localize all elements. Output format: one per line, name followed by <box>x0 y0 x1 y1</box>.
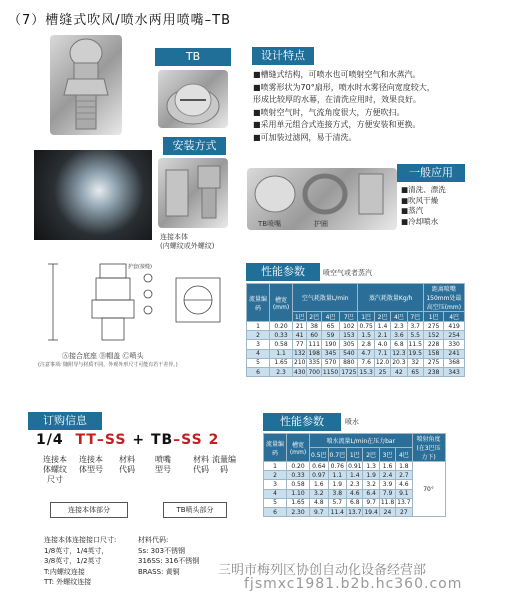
table-cell: 21 <box>293 322 307 331</box>
order-box-nozzle: TB喷头部分 <box>163 502 227 518</box>
img-label-tb: TB喷嘴 <box>258 220 282 228</box>
table-cell: 1.9 <box>328 480 347 489</box>
technical-drawing-svg <box>38 258 233 348</box>
table-cell: 238 <box>423 367 444 376</box>
pressure-cell: 4巴 <box>321 312 339 322</box>
thread-info <box>44 535 116 588</box>
table-cell: 345 <box>321 349 339 358</box>
table-cell: 2.1 <box>374 331 390 340</box>
pressure-cell: 2巴 <box>307 312 321 322</box>
design-point: ■可加装过滤网，易于清洗。 <box>253 132 357 142</box>
table-cell: 0.33 <box>287 471 310 480</box>
table-cell: 6.4 <box>363 489 379 498</box>
pressure-cell: 4巴 <box>391 312 407 322</box>
perf2-table <box>263 433 446 517</box>
perf1-body <box>247 322 465 377</box>
pressure-cell: 1巴 <box>423 312 444 322</box>
table-cell: 1.1 <box>270 349 293 358</box>
table-cell: 190 <box>321 340 339 349</box>
application-item: ■吹风干燥 <box>401 195 439 205</box>
table-cell: 275 <box>423 358 444 367</box>
table-cell: 7.6 <box>358 358 374 367</box>
table-cell: 15.3 <box>359 368 373 376</box>
material-title: 材料代码: <box>138 536 169 544</box>
table-cell: 12.3 <box>392 350 406 358</box>
spray-photo <box>34 150 152 240</box>
table-cell: 1.4 <box>347 471 363 480</box>
table-cell: 2.30 <box>287 507 310 516</box>
table-cell: 153 <box>340 331 358 340</box>
perf1-col-pressure: 距离喷嘴150mm处最高空压(mm) <box>423 284 464 312</box>
design-points <box>253 69 518 144</box>
thread-title: 连接本体连接接口尺寸: <box>44 536 117 544</box>
table-cell: 19.4 <box>364 508 378 516</box>
table-cell: 5 <box>264 498 287 507</box>
table-cell: 0.33 <box>270 331 293 340</box>
table-cell: 42 <box>391 367 407 376</box>
img-label-ring: 护圈 <box>314 220 328 228</box>
table-row <box>247 367 465 376</box>
table-cell: 77 <box>293 340 307 349</box>
table-cell: 0.76 <box>328 462 347 471</box>
table-cell: 0.97 <box>310 471 329 480</box>
order-box-body: 连接本体部分 <box>50 502 128 518</box>
table-cell: 25 <box>374 367 390 376</box>
tb-label: TB <box>155 48 231 66</box>
perf2-subtitle: 喷水 <box>345 418 359 426</box>
code-thread: 1/4 <box>36 432 64 448</box>
table-cell: 11.5 <box>408 340 422 348</box>
application-item: ■清洗、漂洗 <box>401 185 446 194</box>
table-row <box>247 349 465 358</box>
watermark-url: fjsmxc1981.b2b.hc360.com <box>244 576 463 592</box>
table-cell: 13.7 <box>348 508 362 516</box>
install-photo <box>158 158 228 228</box>
drawing-note: (注意事项: 随附导与材质不同，外观外形尺寸可能有若干差异。) <box>38 362 178 368</box>
code-nozzle: TB <box>150 432 174 448</box>
table-cell: 3.2 <box>310 489 329 498</box>
applications-header: 一般应用 <box>397 164 465 182</box>
perf2-col-width: 槽宽(mm) <box>287 434 310 462</box>
pressure-cell: 3巴 <box>379 448 395 462</box>
table-cell: 6.8 <box>347 498 363 507</box>
table-cell: 3.7 <box>407 322 423 331</box>
table-cell: 27 <box>396 507 412 516</box>
table-cell: 2.3 <box>391 322 407 331</box>
table-cell: 2 <box>247 331 270 340</box>
table-cell: 6.8 <box>391 340 407 349</box>
table-cell: 228 <box>423 340 444 349</box>
table-cell: 0.91 <box>348 462 362 470</box>
table-cell: 368 <box>444 358 465 367</box>
table-cell: 1 <box>247 322 270 331</box>
table-cell: 102 <box>340 322 358 331</box>
perf1-col-code: 流量编码 <box>247 284 270 322</box>
tb-cap-photo <box>158 70 228 128</box>
order-col-2: 连接本体型号 <box>79 455 103 474</box>
material-line: Ss: 303不锈钢 <box>138 546 186 555</box>
table-cell: 335 <box>308 359 320 367</box>
page-title: （7）槽缝式吹风/喷水两用喷嘴–TB <box>8 13 232 28</box>
code-plus: + <box>132 432 146 448</box>
perf1-table <box>246 283 465 377</box>
table-cell: 198 <box>308 350 320 358</box>
design-point: ■喷射空气时，气流角度很大，方便吹扫。 <box>253 107 405 117</box>
table-cell: 13.7 <box>397 499 411 507</box>
table-cell: 0.20 <box>270 322 293 331</box>
pressure-cell: 7巴 <box>340 312 358 322</box>
nozzle-photo <box>50 35 122 135</box>
table-cell: 2.3 <box>270 367 293 376</box>
table-cell: 2.7 <box>396 471 412 480</box>
thread-line: 1/8英寸，1/4英寸， <box>44 546 109 555</box>
table-cell: 7.1 <box>374 349 390 358</box>
table-cell: 570 <box>321 358 339 367</box>
table-cell: 241 <box>444 349 465 358</box>
table-cell: 1.65 <box>287 498 310 507</box>
table-cell: 430 <box>294 368 306 376</box>
table-cell: 11.4 <box>328 507 347 516</box>
table-cell: 9.7 <box>363 498 379 507</box>
table-cell: 65 <box>407 367 423 376</box>
code-mat1: SS <box>104 432 127 448</box>
perf1-header: 性能参数 <box>246 263 320 281</box>
table-cell: 5 <box>247 358 270 367</box>
table-cell: 1150 <box>322 368 339 376</box>
table-cell: 158 <box>423 349 444 358</box>
spray-angle-cell: 70° <box>412 462 445 517</box>
table-cell: 0.20 <box>287 462 310 471</box>
order-col-5: 材料代码 <box>193 455 209 474</box>
technical-drawing <box>38 258 233 348</box>
order-header: 订购信息 <box>28 412 102 430</box>
table-cell: 4.6 <box>396 480 412 489</box>
nozzle-photo-image <box>50 35 122 135</box>
table-cell: 1.9 <box>363 471 379 480</box>
table-cell: 880 <box>340 358 358 367</box>
table-cell: 210 <box>294 359 306 367</box>
table-cell: 4 <box>264 489 287 498</box>
perf1-table-grid <box>246 283 465 377</box>
table-cell: 419 <box>444 322 465 331</box>
pressure-cell: 2巴 <box>363 448 379 462</box>
perf1-col-steam: 蒸汽耗散量Kg/h <box>358 284 423 312</box>
table-cell: 4 <box>247 349 270 358</box>
pressure-cell: 4巴 <box>444 312 465 322</box>
table-cell: 20.3 <box>392 359 406 367</box>
perf1-col-width: 槽宽(mm) <box>270 284 293 322</box>
application-item: ■蒸汽 <box>401 206 424 215</box>
table-cell: 1.5 <box>358 331 374 340</box>
order-col-3: 材料代码 <box>119 455 135 474</box>
table-cell: 5.5 <box>407 331 423 340</box>
install-caption-1: 连接本体 <box>160 233 188 241</box>
pressure-cell: 1巴 <box>347 448 363 462</box>
table-cell: 111 <box>308 340 320 348</box>
table-cell: 6 <box>247 367 270 376</box>
table-cell: 1.6 <box>310 480 329 489</box>
application-item: ■冷却喷水 <box>401 216 439 226</box>
table-cell: 1.8 <box>396 462 412 471</box>
perf1-subtitle: 喷空气或者蒸汽 <box>323 269 372 277</box>
table-cell: 59 <box>321 331 339 340</box>
table-cell: 32 <box>407 358 423 367</box>
table-row <box>247 331 465 340</box>
applications-list <box>401 185 446 227</box>
table-cell: 41 <box>293 331 307 340</box>
thread-line: T:内螺纹连接 <box>44 567 85 576</box>
design-point: ■槽缝式结构，可喷水也可喷射空气和水蒸汽。 <box>253 70 421 79</box>
table-cell: 254 <box>444 331 465 340</box>
table-cell: 19.5 <box>408 350 422 358</box>
order-col-4: 喷嘴型号 <box>155 455 171 474</box>
table-cell: 3.2 <box>363 480 379 489</box>
table-cell: 2.8 <box>358 340 374 349</box>
table-cell: 6 <box>264 507 287 516</box>
table-cell: 4.8 <box>310 498 329 507</box>
perf2-col-angle: 喷射角度(在3巴压力下) <box>412 434 445 462</box>
perf2-table-grid <box>263 433 446 517</box>
order-col-1: 连接本体螺纹尺寸 <box>43 455 67 484</box>
perf1-col-air: 空气耗散量L/min <box>293 284 358 312</box>
table-cell: 152 <box>423 331 444 340</box>
table-cell: 4.6 <box>347 489 363 498</box>
table-cell: 3.6 <box>391 331 407 340</box>
table-cell: 2 <box>264 471 287 480</box>
table-cell: 0.58 <box>287 480 310 489</box>
perf2-col-flow: 喷水流量L/min在压力bar <box>310 434 413 448</box>
drawing-callout: 护套(接缝) <box>128 264 152 270</box>
table-cell: 0.64 <box>310 462 329 471</box>
drawing-legend: Ⓐ接合底座 Ⓑ帽盖 Ⓒ喷头 <box>62 352 144 360</box>
table-cell: 343 <box>444 367 465 376</box>
code-body: TT <box>75 432 97 448</box>
table-cell: 1.4 <box>374 322 390 331</box>
table-cell: 3.9 <box>379 480 395 489</box>
table-cell: 1.10 <box>287 489 310 498</box>
install-header: 安装方式 <box>163 137 226 155</box>
table-cell: 7.9 <box>379 489 395 498</box>
watermark-company: 三明市梅列区协创自动化设备经营部 <box>218 563 427 578</box>
table-cell: 2.4 <box>379 471 395 480</box>
install-caption-2: (内螺纹或外螺纹) <box>160 242 215 250</box>
material-line: 316SS: 316不锈钢 <box>138 557 200 565</box>
thread-line: 3/8英寸，1/2英寸 <box>44 557 102 565</box>
table-cell: 0.58 <box>270 340 293 349</box>
table-cell: 11.8 <box>380 499 395 507</box>
table-cell: 1.6 <box>379 462 395 471</box>
order-code: 1/4 TT–SS + TB–SS 2 <box>36 432 220 448</box>
table-cell: 65 <box>321 322 339 331</box>
table-cell: 305 <box>340 340 358 349</box>
material-info <box>138 535 199 577</box>
table-cell: 4.7 <box>358 349 374 358</box>
table-row <box>247 358 465 367</box>
design-header: 设计特点 <box>252 47 314 65</box>
table-cell: 3.8 <box>328 489 347 498</box>
pressure-cell: 4巴 <box>396 448 412 462</box>
table-cell: 9.7 <box>310 507 329 516</box>
material-line: BRASS: 黄铜 <box>138 567 180 576</box>
pressure-cell: 0.5巴 <box>310 448 329 462</box>
table-cell: 1725 <box>341 368 357 376</box>
table-cell: 12.0 <box>375 359 390 367</box>
table-cell: 60 <box>307 331 321 340</box>
code-flow: 2 <box>208 432 220 448</box>
table-cell: 5.7 <box>328 498 347 507</box>
table-cell: 3 <box>247 340 270 349</box>
pressure-cell: 1巴 <box>358 312 374 322</box>
table-cell: 540 <box>340 349 358 358</box>
pressure-cell: 2巴 <box>374 312 390 322</box>
order-col-6: 流量编码 <box>212 455 236 474</box>
table-cell: 4.0 <box>374 340 390 349</box>
table-cell: 1.1 <box>328 471 347 480</box>
perf2-col-code: 流量编码 <box>264 434 287 462</box>
table-cell: 1.65 <box>270 358 293 367</box>
pressure-cell: 1巴 <box>293 312 307 322</box>
design-point: ■采用单元组合式连接方式，方便安装和更换。 <box>253 120 421 129</box>
design-point: ■喷雾形状为70°扇形，喷水时水雾径向宽度较大， <box>253 82 435 92</box>
perf2-header: 性能参数 <box>263 413 341 431</box>
table-cell: 275 <box>423 322 444 331</box>
perf2-body <box>264 462 446 517</box>
table-row <box>247 340 465 349</box>
design-point: 形成比较厚的水幕，在清洗应用时，效果良好。 <box>253 95 421 104</box>
table-cell: 24 <box>379 507 395 516</box>
pressure-cell: 0.7巴 <box>328 448 347 462</box>
table-cell: 1 <box>264 462 287 471</box>
table-cell: 1.3 <box>363 462 379 471</box>
thread-line: TT: 外螺纹连接 <box>44 578 92 586</box>
pressure-cell: 7巴 <box>407 312 423 322</box>
table-cell: 0.75 <box>359 322 373 330</box>
table-row <box>264 462 446 471</box>
table-row <box>247 322 465 331</box>
table-cell: 330 <box>444 340 465 349</box>
table-cell: 132 <box>294 350 306 358</box>
table-cell: 3 <box>264 480 287 489</box>
table-cell: 2.3 <box>347 480 363 489</box>
table-cell: 38 <box>307 322 321 331</box>
table-cell: 9.1 <box>396 489 412 498</box>
code-mat2: SS <box>181 432 203 448</box>
table-cell: 700 <box>308 368 320 376</box>
